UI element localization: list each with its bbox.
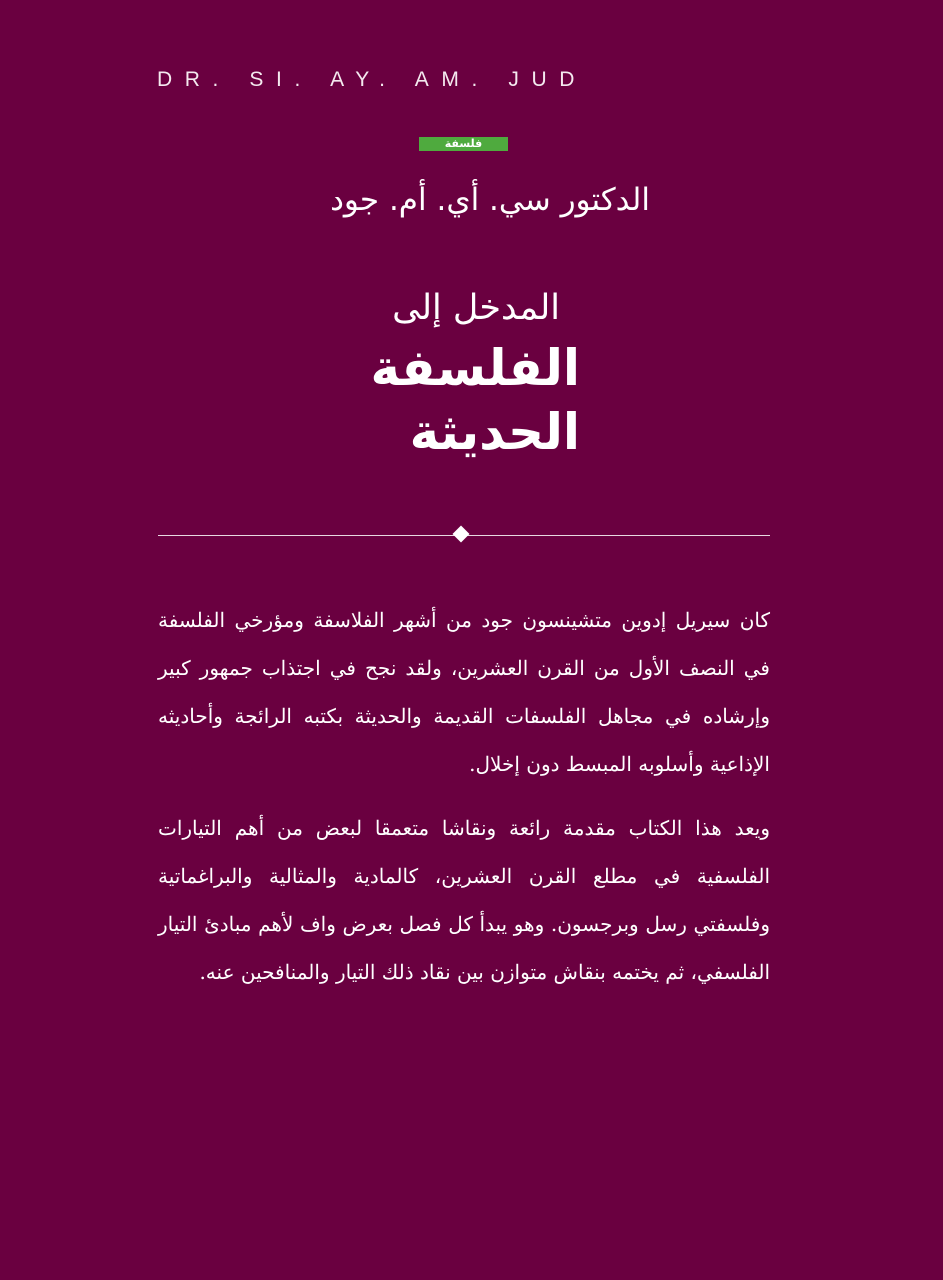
blurb-paragraph-1: كان سيريل إدوين متشينسون جود من أشهر الفلاسفة ومؤرخي الفلسفة في النصف الأول من القرن العشرين، ولقد نجح في اجتذاب جمهور كبير وإرشاده في مجاهل الفلسفات القديمة والحديثة بكتبه الرائجة وأحاديثه الإذاعية وأسلوبه المبسط دون إخلال. xyxy=(158,608,770,776)
author-name-arabic: الدكتور سي. أي. أم. جود xyxy=(330,182,650,218)
book-title-main xyxy=(280,336,580,464)
book-title-line-3: الحديثة xyxy=(409,403,580,461)
category-badge: فلسفة xyxy=(419,137,508,151)
book-title-line-2: الفلسفة xyxy=(370,339,580,397)
diamond-ornament-icon xyxy=(453,526,470,543)
book-title-intro: المدخل إلى xyxy=(392,288,560,328)
author-name-latin: DR. SI. AY. AM. JUD xyxy=(157,68,588,91)
blurb-paragraph-2: ويعد هذا الكتاب مقدمة رائعة ونقاشا متعمقا لبعض من أهم التيارات الفلسفية في مطلع القرن العشرين، كالمادية والمثالية والبراغماتية وفلسفتي رسل وبرجسون. وهو يبدأ كل فصل بعرض واف لأهم مبادئ التيار الفلسفي، ثم يختمه بنقاش متوازن بين نقاد ذلك التيار والمنافحين عنه. xyxy=(158,816,770,984)
